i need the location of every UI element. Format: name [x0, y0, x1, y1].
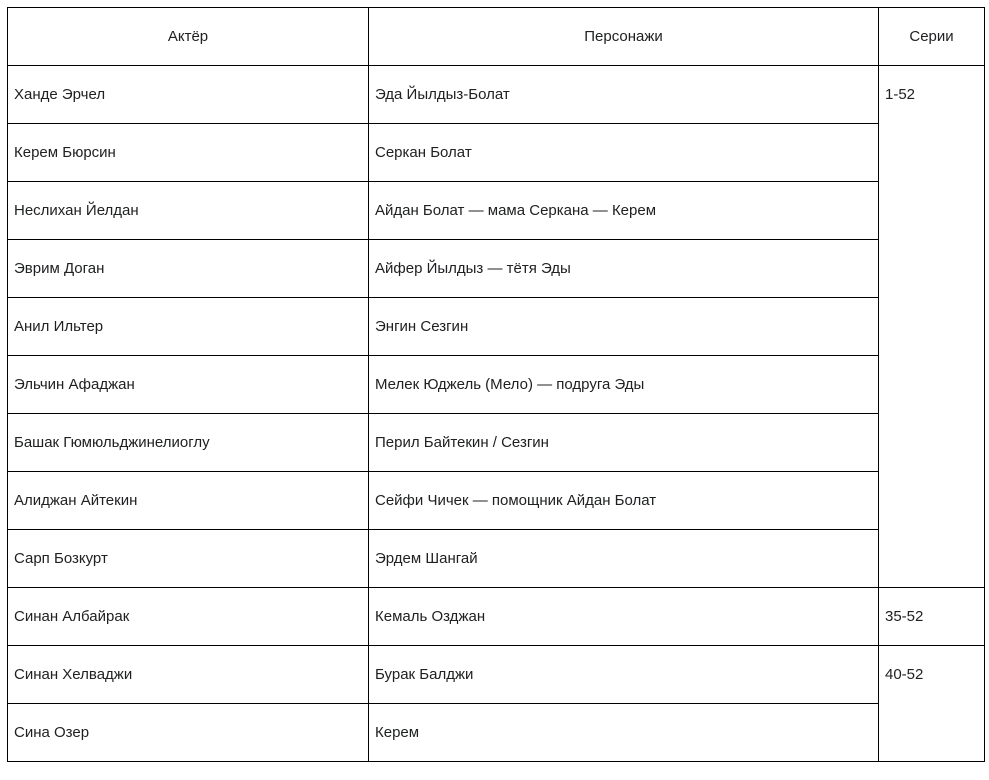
- table-row: [8, 704, 985, 762]
- table-row: [8, 588, 985, 646]
- role-cell: Мелек Юджель (Мело) — подруга Эды: [369, 356, 879, 414]
- table-row: [8, 530, 985, 588]
- table-row: [8, 414, 985, 472]
- table-row: [8, 182, 985, 240]
- role-cell: Сейфи Чичек — помощник Айдан Болат: [369, 472, 879, 530]
- actor-cell: Синан Хелваджи: [8, 646, 369, 704]
- actor-cell: Анил Ильтер: [8, 298, 369, 356]
- table-row: [8, 124, 985, 182]
- table-row: [8, 66, 985, 124]
- role-cell: Эрдем Шангай: [369, 530, 879, 588]
- cast-table: [7, 7, 985, 762]
- role-cell: Энгин Сезгин: [369, 298, 879, 356]
- actor-cell: Эльчин Афаджан: [8, 356, 369, 414]
- series-cell: 40-52: [879, 646, 985, 762]
- role-cell: Эда Йылдыз-Болат: [369, 66, 879, 124]
- actor-cell: Керем Бюрсин: [8, 124, 369, 182]
- actor-cell: Башак Гюмюльджинелиоглу: [8, 414, 369, 472]
- role-cell: Бурак Балджи: [369, 646, 879, 704]
- series-cell: 35-52: [879, 588, 985, 646]
- table-header-row: [8, 8, 985, 66]
- column-header-actor: Актёр: [8, 8, 369, 66]
- column-header-role: Персонажи: [369, 8, 879, 66]
- actor-cell: Сарп Бозкурт: [8, 530, 369, 588]
- role-cell: Айфер Йылдыз — тётя Эды: [369, 240, 879, 298]
- actor-cell: Неслихан Йелдан: [8, 182, 369, 240]
- actor-cell: Эврим Доган: [8, 240, 369, 298]
- table-row: [8, 240, 985, 298]
- series-cell: 1-52: [879, 66, 985, 588]
- table-row: [8, 298, 985, 356]
- actor-cell: Сина Озер: [8, 704, 369, 762]
- table-row: [8, 646, 985, 704]
- column-header-series: Серии: [879, 8, 985, 66]
- role-cell: Перил Байтекин / Сезгин: [369, 414, 879, 472]
- role-cell: Керем: [369, 704, 879, 762]
- actor-cell: Алиджан Айтекин: [8, 472, 369, 530]
- role-cell: Кемаль Озджан: [369, 588, 879, 646]
- role-cell: Серкан Болат: [369, 124, 879, 182]
- role-cell: Айдан Болат — мама Серкана — Керем: [369, 182, 879, 240]
- actor-cell: Ханде Эрчел: [8, 66, 369, 124]
- table-row: [8, 472, 985, 530]
- actor-cell: Синан Албайрак: [8, 588, 369, 646]
- table-row: [8, 356, 985, 414]
